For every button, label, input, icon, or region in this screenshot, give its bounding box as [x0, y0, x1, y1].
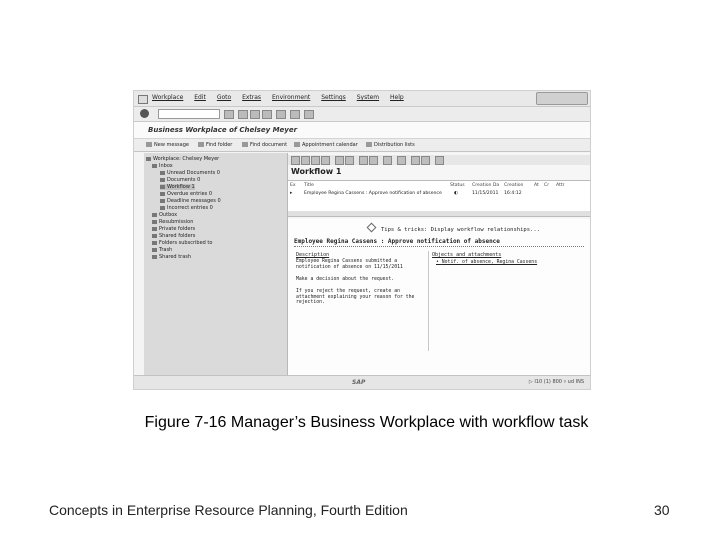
appointment-calendar-label: Appointment calendar [302, 142, 358, 148]
sap-screenshot [133, 90, 591, 390]
row-time: 16:4:12 [504, 191, 522, 196]
save-icon[interactable] [224, 110, 234, 119]
tree-label: Private folders [159, 226, 196, 232]
preview-divider [294, 246, 584, 247]
col-creation-time[interactable]: Creation [504, 183, 524, 188]
col-at[interactable]: At [534, 183, 539, 188]
distribution-lists-button[interactable] [366, 142, 415, 148]
tips-line[interactable] [368, 224, 540, 233]
tree-subscribed[interactable] [152, 240, 212, 246]
preview-column-divider [428, 251, 429, 351]
tree-label: Shared trash [159, 254, 192, 260]
outbox-icon [152, 213, 157, 217]
book-title: Concepts in Enterprise Resource Planning, Fourth Edition [49, 502, 408, 518]
find-document-button[interactable] [242, 142, 287, 148]
window-controls[interactable] [536, 92, 588, 105]
display-icon[interactable] [301, 156, 310, 165]
tree-overdue[interactable] [160, 191, 212, 197]
tree-label: Resubmission [159, 219, 194, 225]
find-folder-button[interactable] [198, 142, 232, 148]
col-title[interactable]: Title [304, 183, 314, 188]
status-bar [134, 375, 590, 390]
folder-icon [160, 192, 165, 196]
menu-settings[interactable]: Settings [321, 94, 346, 101]
menu-items [152, 94, 413, 101]
tree-label: Workplace: Chelsey Meyer [153, 156, 220, 162]
appointment-calendar-button[interactable] [294, 142, 358, 148]
sap-window-icon[interactable] [138, 95, 148, 104]
tree-shared-folders[interactable] [152, 233, 195, 239]
back-icon[interactable] [238, 110, 248, 119]
help-icon[interactable] [304, 110, 314, 119]
sap-logo: SAP [352, 379, 366, 386]
command-field[interactable] [158, 109, 220, 119]
object-link-label: Notif. of absence, Regina Cassens [441, 260, 538, 265]
find-folder-label: Find folder [206, 142, 233, 148]
distribution-lists-label: Distribution lists [374, 142, 415, 148]
new-message-button[interactable] [146, 142, 189, 148]
find-icon[interactable] [411, 156, 420, 165]
execute-icon[interactable] [291, 156, 300, 165]
tree-root[interactable] [146, 156, 219, 162]
workflow-icon [160, 185, 165, 189]
tips-text: Tips & tricks: Display workflow relationships... [381, 227, 540, 233]
horizontal-scrollbar[interactable] [288, 211, 590, 217]
menu-goto[interactable]: Goto [216, 94, 232, 101]
print-icon[interactable] [421, 156, 430, 165]
tree-workflow[interactable] [160, 184, 195, 190]
row-title: Employee Regina Cassens : Approve notification of absence [304, 191, 442, 196]
folder-icon [160, 199, 165, 203]
standard-toolbar [134, 107, 590, 122]
folder-icon [160, 171, 165, 175]
tree-outbox[interactable] [152, 212, 177, 218]
title-bar [134, 122, 590, 139]
description-heading: Description [296, 252, 330, 258]
enter-icon[interactable] [140, 109, 149, 118]
find-folder-icon [198, 142, 204, 147]
description-text-1: Employee Regina Cassens submitted a notification of absence on 11/15/2011 [296, 259, 403, 270]
description-text-2: Make a decision about the request. [296, 277, 395, 282]
trash-icon [152, 255, 157, 259]
row-date: 11/15/2011 [472, 191, 499, 196]
folder-icon [152, 220, 157, 224]
exit-icon[interactable] [250, 110, 260, 119]
description-text-3: If you reject the request, create an attachment explaining your reason for the rejection. [296, 289, 415, 306]
tree-documents[interactable] [160, 177, 200, 183]
menu-environment[interactable]: Environment [271, 94, 311, 101]
tree-label: Outbox [159, 212, 178, 218]
distribution-lists-icon [366, 142, 372, 147]
layout-icon[interactable] [383, 156, 392, 165]
system-info: ▷ I10 (1) 800 ▿ ud INS [528, 379, 584, 385]
menu-bar [134, 91, 590, 107]
sort-icon[interactable] [359, 156, 368, 165]
find-document-label: Find document [250, 142, 288, 148]
folder-icon [152, 234, 157, 238]
folder-tree-panel [144, 153, 288, 389]
tree-label: Trash [159, 247, 173, 253]
tree-unread[interactable] [160, 170, 220, 176]
trash-icon [152, 248, 157, 252]
list-toolbar [288, 155, 590, 165]
menu-workplace[interactable]: Workplace [152, 94, 184, 101]
folder-icon [152, 227, 157, 231]
row-status-icon: ◐ [454, 191, 459, 196]
tree-shared-trash[interactable] [152, 254, 191, 260]
tree-label: Overdue entries 0 [167, 191, 213, 197]
tree-private-folders[interactable] [152, 226, 195, 232]
tree-trash[interactable] [152, 247, 172, 253]
tree-label: Unread Documents 0 [167, 170, 220, 176]
calendar-icon [294, 142, 300, 147]
window-title: Business Workplace of Chelsey Meyer [148, 126, 298, 134]
refresh-icon[interactable] [311, 156, 320, 165]
tree-label: Workflow 1 [167, 184, 195, 190]
menu-extras[interactable]: Extras [242, 94, 262, 101]
tree-inbox[interactable] [152, 163, 173, 169]
tree-label: Documents 0 [167, 177, 201, 183]
col-creation-date[interactable]: Creation Da [472, 183, 500, 188]
settings-icon[interactable] [435, 156, 444, 165]
page-number: 30 [654, 502, 670, 518]
col-cr[interactable]: Cr [544, 183, 550, 188]
tree-label: Deadline messages 0 [167, 198, 221, 204]
workplace-icon [146, 157, 151, 161]
find-icon[interactable] [290, 110, 300, 119]
object-link[interactable]: • Notif. of absence, Regina Cassens [436, 260, 538, 265]
new-message-label: New message [154, 142, 189, 148]
print-icon[interactable] [276, 110, 286, 119]
col-status[interactable]: Status [450, 183, 465, 188]
figure-caption: Figure 7-16 Manager’s Business Workplace with workflow task [144, 414, 589, 431]
tree-deadline[interactable] [160, 198, 221, 204]
export-icon[interactable] [397, 156, 406, 165]
tree-incorrect[interactable] [160, 205, 213, 211]
preview-pane [288, 219, 590, 389]
preview-title: Employee Regina Cassens : Approve notification of absence [294, 238, 500, 245]
workflow-title: Workflow 1 [291, 167, 342, 176]
folder-icon [160, 206, 165, 210]
menu-help[interactable]: Help [390, 94, 404, 101]
find-document-icon [242, 142, 248, 147]
task-list [288, 180, 590, 212]
cancel-icon[interactable] [262, 110, 272, 119]
tree-label: Folders subscribed to [159, 240, 213, 246]
tree-resubmission[interactable] [152, 219, 193, 225]
objects-heading: Objects and attachments [432, 252, 502, 258]
folder-icon [160, 178, 165, 182]
menu-edit[interactable]: Edit [194, 94, 206, 101]
col-ex[interactable]: Ex [290, 183, 296, 188]
filter-icon[interactable] [369, 156, 378, 165]
workflow-panel [288, 153, 590, 389]
attachment-icon[interactable] [335, 156, 344, 165]
tree-label: Shared folders [159, 233, 196, 239]
tree-label: Incorrect entries 0 [167, 205, 213, 211]
menu-system[interactable]: System [356, 94, 380, 101]
col-attr[interactable]: Attr [556, 183, 565, 188]
delete-icon[interactable] [321, 156, 330, 165]
application-toolbar [134, 139, 590, 152]
forward-icon[interactable] [345, 156, 354, 165]
folder-icon [152, 241, 157, 245]
row-type-icon: ▸ [290, 191, 293, 196]
inbox-icon [152, 164, 157, 168]
new-message-icon [146, 142, 152, 147]
tree-label: Inbox [159, 163, 173, 169]
pencil-icon [367, 223, 377, 233]
